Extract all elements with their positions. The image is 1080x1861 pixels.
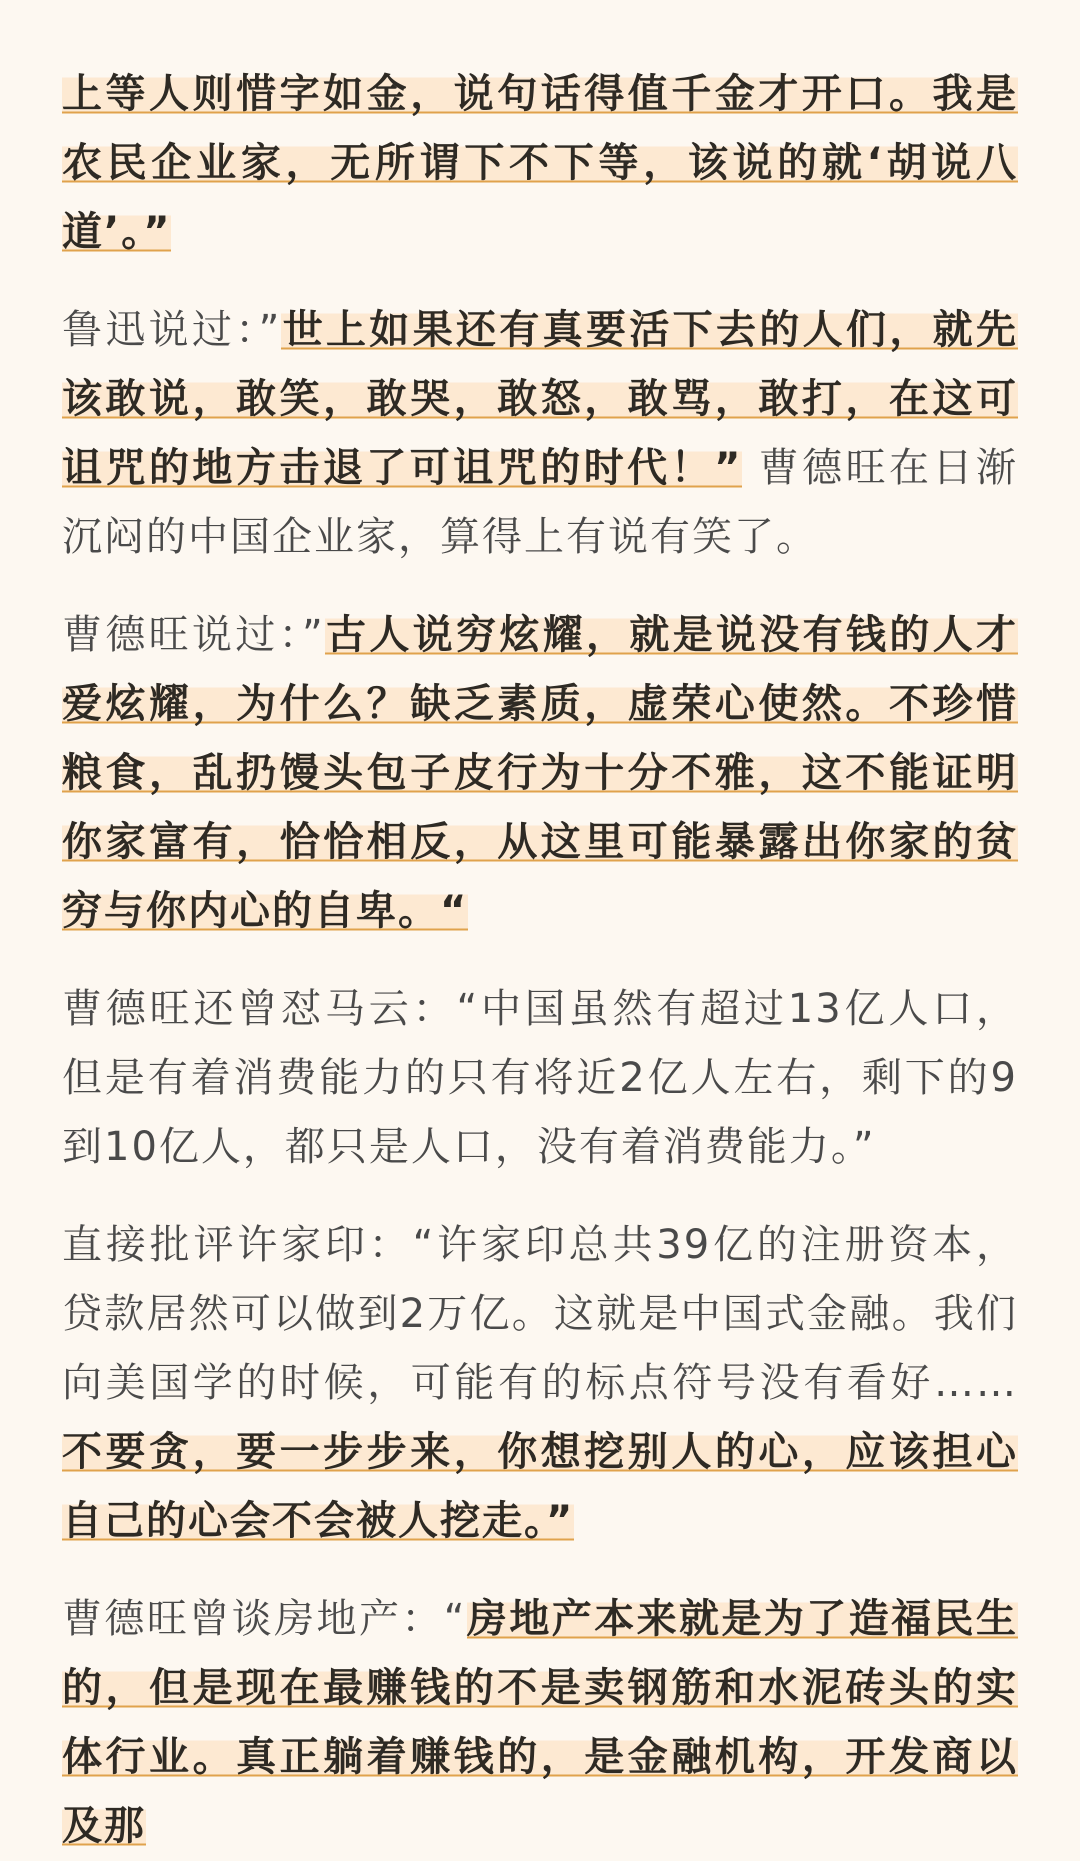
paragraph-6 — [62, 1585, 1018, 1861]
paragraph-2 — [62, 296, 1018, 572]
paragraph-5 — [62, 1211, 1018, 1556]
plain-text: 曹德旺还曾怼马云：“中国虽然有超过13亿人口，但是有着消费能力的只有将近2亿人左右，剩下的9到10亿人，都只是人口，没有着消费能力。” — [62, 986, 1018, 1170]
highlighted-quote: 不要贪，要一步步来，你想挖别人的心，应该担心自己的心会不会被人挖走。” — [62, 1429, 1018, 1544]
highlighted-quote: 房地产本来就是为了造福民生的，但是现在最赚钱的不是卖钢筋和水泥砖头的实体行业。真正躺着赚钱的，是金融机构，开发商以及那 — [62, 1596, 1018, 1849]
plain-text: 直接批评许家印：“许家印总共39亿的注册资本，贷款居然可以做到2万亿。这就是中国式金融。我们向美国学的时候，可能有的标点符号没有看好…… — [62, 1222, 1018, 1406]
paragraph-3 — [62, 601, 1018, 946]
plain-text: 曹德旺说过：” — [62, 612, 325, 658]
paragraph-1 — [62, 60, 1018, 267]
plain-text: 曹德旺在日渐沉闷的中国企业家，算得上有说有笑了。 — [62, 445, 1018, 560]
highlighted-quote: 古人说穷炫耀，就是说没有钱的人才爱炫耀，为什么？缺乏素质，虚荣心使然。不珍惜粮食，乱扔馒头包子皮行为十分不雅，这不能证明你家富有，恰恰相反，从这里可能暴露出你家的贫穷与你内心的自卑。“ — [62, 612, 1019, 934]
paragraph-4 — [62, 975, 1018, 1182]
highlighted-quote: 世上如果还有真要活下去的人们，就先该敢说，敢笑，敢哭，敢怒，敢骂，敢打，在这可诅咒的地方击退了可诅咒的时代！” — [62, 307, 1018, 491]
highlighted-quote: 上等人则惜字如金，说句话得值千金才开口。我是农民企业家，无所谓下不下等，该说的就‘胡说八道’。” — [62, 71, 1018, 255]
plain-text: 曹德旺曾谈房地产：“ — [62, 1596, 467, 1642]
plain-text: 鲁迅说过：” — [62, 307, 282, 353]
